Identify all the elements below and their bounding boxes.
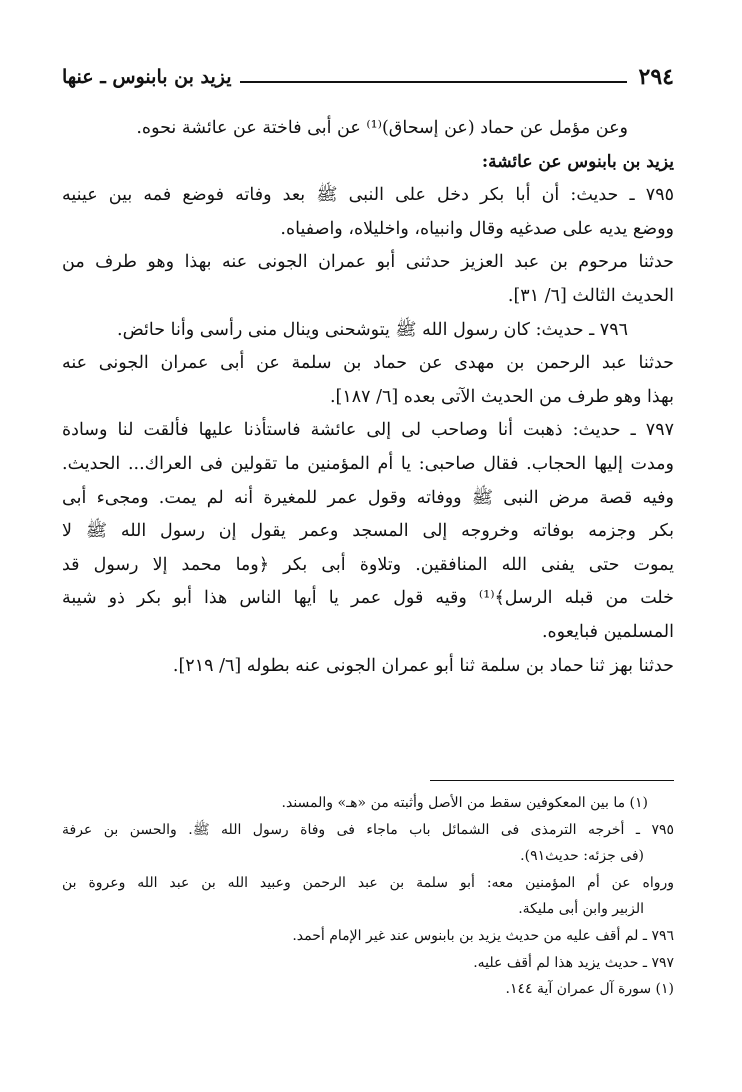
footnote-rule: [430, 780, 674, 781]
section-heading: يزيد بن بابنوس عن عائشة:: [481, 151, 674, 172]
body-line: بهذا وهو طرف من الحديث الآتى بعده [٦/ ١٨٧].: [329, 386, 674, 407]
body-line: ومدت إليها الحجاب. فقال صاحبى: يا أم المؤمنين ما تقولين فى العراك... الحديث.: [62, 453, 674, 474]
body-line: وفيه قصة مرض النبى ﷺ ووفاته وقول عمر للمغيرة أنه لم يمت. ومجىء أبى: [62, 487, 674, 508]
footnotes: [62, 790, 674, 1003]
hadith-795-line: ٧٩٥ ـ حديث: أن أبا بكر دخل على النبى ﷺ بعد وفاته فوضع فمه بين عينيه: [62, 185, 674, 206]
body-line: وعن مؤمل عن حماد (عن إسحاق)⁽¹⁾ عن أبى فاختة عن عائشة نحوه.: [136, 118, 628, 138]
hadith-797-line: ٧٩٧ ـ حديث: ذهبت أنا وصاحب لى إلى عائشة فاستأذنا عليها فألقت لنا وسادة: [62, 420, 674, 441]
footnote-line: الزبير وابن أبى مليكة.: [518, 901, 644, 918]
header-rule: [240, 81, 627, 83]
running-header: [62, 62, 674, 88]
isnad-line: حدثنا مرحوم بن عبد العزيز حدثنى أبو عمران الجونى عنه بهذا وهو طرف من: [62, 252, 674, 273]
quran-quote-line: يموت حتى يفنى الله المنافقين. وتلاوة أبى بكر ﴿وما محمد إلا رسول قد: [62, 554, 674, 575]
body-line: الحديث الثالث [٦/ ٣١].: [507, 285, 674, 306]
isnad-line: حدثنا عبد الرحمن بن مهدى عن حماد بن سلمة عن أبى عمران الجونى عنه: [62, 353, 674, 374]
body-line: بكر وجزمه بوفاته وخروجه إلى المسجد وعمر يقول إن رسول الله ﷺ لا: [62, 521, 674, 542]
hadith-796-line: ٧٩٦ ـ حديث: كان رسول الله ﷺ يتوشحنى وينال منى رأسى وأنا حائض.: [117, 319, 628, 340]
isnad-line: حدثنا بهز ثنا حماد بن سلمة ثنا أبو عمران الجونى عنه بطوله [٦/ ٢١٩].: [172, 655, 674, 676]
footnote-line: ٧٩٥ ـ أخرجه الترمذى فى الشمائل باب ماجاء فى وفاة رسول الله ﷺ. والحسن بن عرفة: [62, 821, 674, 838]
body-line: المسلمين فبايعوه.: [541, 621, 674, 642]
footnote-line: ورواه عن أم المؤمنين معه: أبو سلمة بن عبد الرحمن وعبيد الله بن عبد الله وعروة بن: [62, 874, 674, 891]
page-number: ٢٩٤: [638, 64, 674, 90]
footnote-line: (فى جزئه: حديث٩١).: [520, 848, 644, 865]
quran-quote-line: خلت من قبله الرسل﴾⁽¹⁾ وقيه قول عمر يا أيها الناس هذا أبو بكر ذو شيبة: [62, 588, 674, 609]
footnote-line: (١) ما بين المعكوفين سقط من الأصل وأثبته من «هـ» والمسند.: [281, 795, 648, 811]
footnote-line: (١) سورة آل عمران آية ١٤٤.: [505, 981, 674, 998]
body-line: ووضع يديه على صدغيه وقال وانبياه، واخليلاه، واصفياه.: [280, 218, 674, 239]
footnote-line: ٧٩٦ ـ لم أقف عليه من حديث يزيد بن بابنوس عند غير الإمام أحمد.: [292, 927, 674, 944]
footnote-line: ٧٩٧ ـ حديث يزيد هذا لم أقف عليه.: [473, 954, 674, 971]
body-text: [62, 112, 674, 683]
running-title: يزيد بن بابنوس ـ عنها: [62, 66, 232, 88]
